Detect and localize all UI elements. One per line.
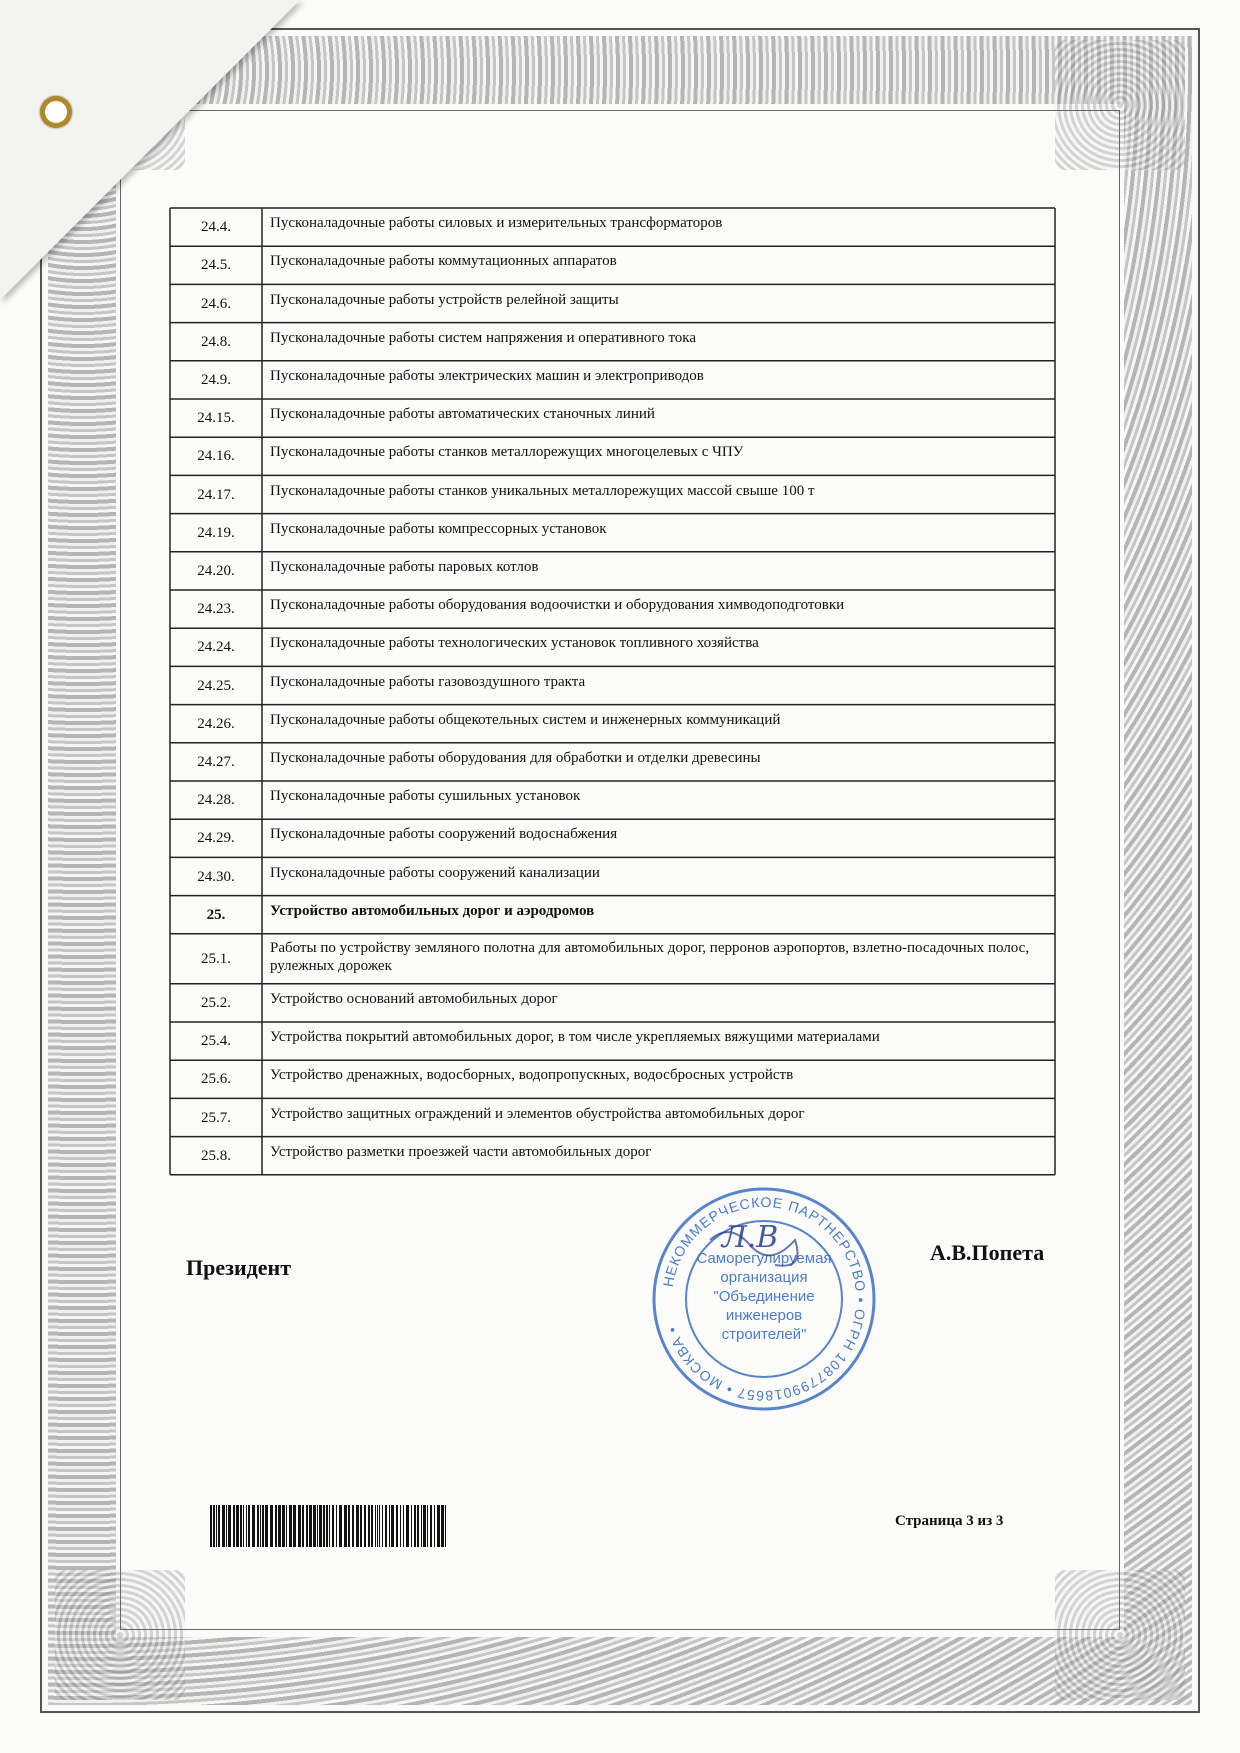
stamp-center-line: строителей" — [721, 1326, 807, 1343]
row-number: 25. — [206, 906, 226, 923]
barcode-bar — [389, 1505, 390, 1547]
barcode-bar — [368, 1505, 370, 1547]
row-description: Устройство дренажных, водосборных, водопропускных, водосбросных устройств — [270, 1067, 794, 1084]
row-number: 24.15. — [197, 410, 235, 427]
signature-title: Президент — [186, 1255, 292, 1280]
row-number: 24.4. — [201, 219, 231, 236]
barcode-bar — [286, 1505, 287, 1547]
row-number: 25.6. — [201, 1071, 231, 1088]
barcode-bar — [400, 1505, 401, 1547]
barcode-bar — [364, 1505, 366, 1547]
row-number: 24.25. — [197, 677, 235, 694]
row-number: 25.7. — [201, 1109, 231, 1126]
barcode-bar — [313, 1505, 316, 1547]
barcode-bar — [275, 1505, 277, 1547]
row-description: Пусконаладочные работы сооружений водоснабжения — [270, 826, 618, 843]
barcode-bar — [360, 1505, 362, 1547]
barcode-bar — [356, 1505, 359, 1547]
row-description: Пусконаладочные работы общекотельных систем и инженерных коммуникаций — [270, 711, 781, 728]
barcode-bar — [423, 1505, 426, 1547]
row-number: 24.26. — [197, 715, 235, 732]
barcode-bar — [246, 1505, 247, 1547]
row-number: 24.28. — [197, 792, 235, 809]
barcode-bar — [222, 1505, 225, 1547]
page-number: Страница 3 из 3 — [895, 1513, 1004, 1529]
barcode-bar — [441, 1505, 444, 1547]
barcode-bar — [289, 1505, 292, 1547]
barcode-bar — [344, 1505, 347, 1547]
barcode-bar — [243, 1505, 244, 1547]
barcode-bar — [427, 1505, 428, 1547]
barcode-bar — [302, 1505, 304, 1547]
row-description: Пусконаладочные работы сушильных установок — [270, 788, 581, 805]
signature-name: А.В.Попета — [930, 1240, 1045, 1265]
barcode-bar — [414, 1505, 416, 1547]
row-number: 25.1. — [201, 950, 231, 967]
barcode-bar — [411, 1505, 412, 1547]
barcode-bar — [437, 1505, 440, 1547]
barcode-bar — [317, 1505, 318, 1547]
row-number: 24.9. — [201, 371, 231, 388]
row-number: 24.5. — [201, 257, 231, 274]
barcode-bar — [329, 1505, 330, 1547]
barcode-bar — [248, 1505, 250, 1547]
row-description: Пусконаладочные работы коммутационных аппаратов — [270, 253, 617, 270]
row-number: 24.29. — [197, 830, 235, 847]
barcode-bar — [339, 1505, 342, 1547]
row-description: Пусконаладочные работы газовоздушного тракта — [270, 673, 586, 690]
barcode-bar — [319, 1505, 322, 1547]
barcode-bar — [236, 1505, 239, 1547]
row-description: Пусконаладочные работы сооружений канализации — [270, 864, 600, 881]
row-number: 24.27. — [197, 753, 235, 770]
row-number: 24.24. — [197, 639, 235, 656]
row-description: Пусконаладочные работы станков металлорежущих многоцелевых с ЧПУ — [270, 444, 744, 461]
row-description: Пусконаладочные работы оборудования для обработки и отделки древесины — [270, 749, 761, 766]
barcode-bar — [252, 1505, 255, 1547]
barcode-bar — [406, 1505, 409, 1547]
row-description: Устройство оснований автомобильных дорог — [270, 990, 558, 1007]
row-description: Устройство разметки проезжей части автомобильных дорог — [270, 1143, 652, 1160]
barcode-bar — [262, 1505, 264, 1547]
row-number: 24.19. — [197, 524, 235, 541]
barcode-bar — [417, 1505, 419, 1547]
stamp-ring-text: НЕКОММЕРЧЕСКОЕ ПАРТНЕРСТВО • ОГРН 1087799018657 • МОСКВА • — [659, 1193, 870, 1405]
barcode-bar — [348, 1505, 350, 1547]
row-description: Пусконаладочные работы систем напряжения и оперативного тока — [270, 329, 697, 346]
stamp-center-line: организация — [720, 1269, 808, 1286]
barcode-bar — [430, 1505, 432, 1547]
barcode-bar — [382, 1505, 383, 1547]
barcode-bar — [213, 1505, 215, 1547]
barcode-bar — [240, 1505, 242, 1547]
barcode-bar — [306, 1505, 308, 1547]
row-number: 24.16. — [197, 448, 235, 465]
barcode-bar — [233, 1505, 235, 1547]
barcode-bar — [336, 1505, 337, 1547]
barcode-bar — [278, 1505, 281, 1547]
row-number: 24.23. — [197, 601, 235, 618]
row-number: 24.20. — [197, 562, 235, 579]
barcode-bar — [293, 1505, 296, 1547]
barcode-bar — [270, 1505, 273, 1547]
barcode-bar — [371, 1505, 373, 1547]
row-description: Пусконаладочные работы устройств релейной защиты — [270, 291, 619, 308]
row-description: Устройство автомобильных дорог и аэродромов — [270, 902, 595, 919]
row-description: Пусконаладочные работы технологических установок топливного хозяйства — [270, 635, 759, 652]
barcode-bar — [323, 1505, 325, 1547]
row-description: Пусконаладочные работы компрессорных установок — [270, 520, 607, 537]
row-description: Устройства покрытий автомобильных дорог, в том числе укрепляемых вяжущими материалами — [270, 1029, 880, 1046]
barcode-bar — [379, 1505, 380, 1547]
row-description: Пусконаладочные работы паровых котлов — [270, 558, 539, 575]
barcode-bar — [375, 1505, 376, 1547]
stamp-center-line: "Объединение — [713, 1288, 815, 1305]
barcode-bar — [445, 1505, 446, 1547]
signature-initials: Л.В — [721, 1220, 779, 1255]
row-description: Пусконаладочные работы станков уникальных металлорежущих массой свыше 100 т — [270, 482, 815, 499]
barcode-bar — [282, 1505, 285, 1547]
barcode-bar — [228, 1505, 231, 1547]
barcode-bar — [421, 1505, 422, 1547]
barcode-bar — [332, 1505, 334, 1547]
row-number: 25.4. — [201, 1033, 231, 1050]
row-number: 24.6. — [201, 295, 231, 312]
row-number: 24.30. — [197, 868, 235, 885]
barcode-bar — [309, 1505, 312, 1547]
barcode-bar — [434, 1505, 435, 1547]
row-number: 24.17. — [197, 486, 235, 503]
row-number: 24.8. — [201, 333, 231, 350]
barcode-bar — [260, 1505, 261, 1547]
row-description: Пусконаладочные работы автоматических станочных линий — [270, 406, 655, 423]
row-description: Работы по устройству земляного полотна для автомобильных дорог, перронов аэропортов, взлетно-посадочных полос, рулежных дорожек — [270, 939, 1030, 974]
barcode-bar — [391, 1505, 394, 1547]
barcode-bar — [257, 1505, 259, 1547]
barcode-bar — [352, 1505, 354, 1547]
row-description: Устройство защитных ограждений и элементов обустройства автомобильных дорог — [270, 1105, 805, 1122]
svg-text:Саморегулируемаяорганизация"Об — [696, 1250, 831, 1343]
row-description: Пусконаладочные работы электрических машин и электроприводов — [270, 367, 704, 384]
barcode — [210, 1505, 454, 1547]
barcode-bar — [326, 1505, 328, 1547]
barcode-bar — [396, 1505, 398, 1547]
barcode-bar — [210, 1505, 212, 1547]
barcode-bar — [298, 1505, 301, 1547]
stamp-center-line: инженеров — [725, 1307, 803, 1324]
barcode-bar — [377, 1505, 378, 1547]
barcode-bar — [226, 1505, 227, 1547]
barcode-bar — [216, 1505, 217, 1547]
row-description: Пусконаладочные работы оборудования водоочистки и оборудования химводоподготовки — [270, 597, 845, 614]
barcode-bar — [385, 1505, 387, 1547]
row-number: 25.8. — [201, 1147, 231, 1164]
stamp-center-line: Саморегулируемая — [696, 1250, 832, 1267]
row-number: 25.2. — [201, 994, 231, 1011]
barcode-bar — [265, 1505, 268, 1547]
row-description: Пусконаладочные работы силовых и измерительных трансформаторов — [270, 215, 723, 232]
organization-stamp — [650, 1185, 878, 1413]
barcode-bar — [403, 1505, 404, 1547]
barcode-bar — [218, 1505, 220, 1547]
